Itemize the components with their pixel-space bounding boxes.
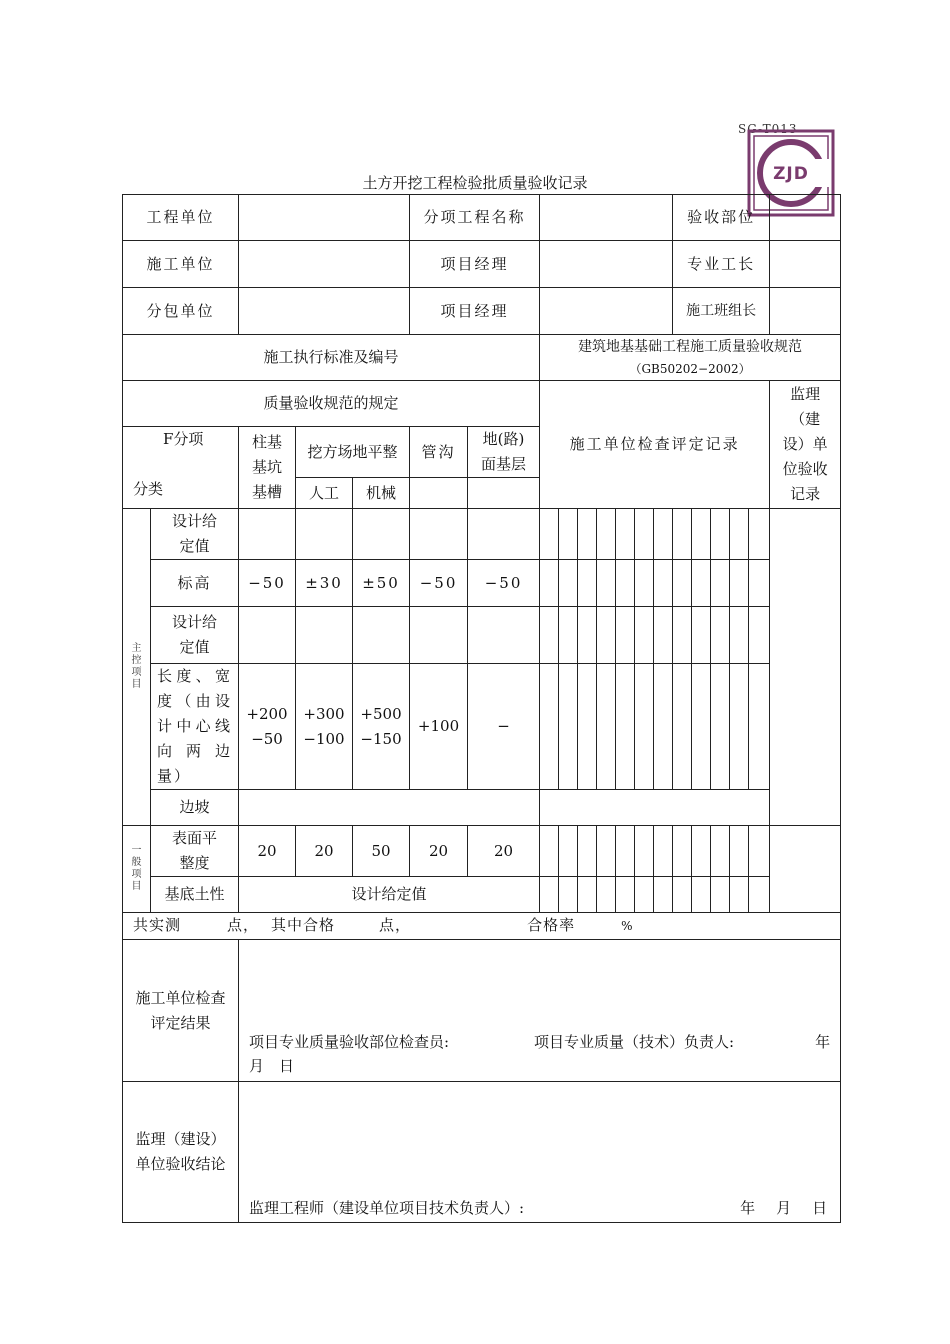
check-cell[interactable] [749,607,770,664]
group-label-main: 主控项目 [123,509,151,826]
check-cell[interactable] [673,607,692,664]
length-width-value: +300 −100 [296,664,353,790]
check-cell[interactable] [616,607,635,664]
check-cell[interactable] [597,664,616,790]
check-cell[interactable] [578,509,597,560]
length-width-value: +100 [410,664,468,790]
check-cell[interactable] [654,509,673,560]
summary-percent: % [621,919,634,933]
check-cell[interactable] [730,664,749,790]
label-project-manager-2: 项目经理 [410,288,540,335]
check-cell[interactable] [597,826,616,877]
month-day-label: 月 日 [249,1057,295,1075]
group-label-general: 一般项目 [123,826,151,913]
sub-item-category-cell [123,427,239,509]
label-length-width: 长度、宽度（由设计中心线向两边量） [151,664,239,790]
flatness-value: 20 [468,826,540,877]
check-cell[interactable] [673,664,692,790]
design-value-cell[interactable] [353,607,410,664]
check-cell[interactable] [597,509,616,560]
check-cell[interactable] [692,560,711,607]
summary-measured: 共实测 [133,916,182,934]
label-elevation: 标高 [151,560,239,607]
elevation-value: ±30 [296,560,353,607]
check-cell[interactable] [559,560,578,607]
label-design-value-2: 设计给定值 [151,607,239,664]
label-supervision-record: 监理（建设）单位验收记录 [770,381,841,509]
check-cell[interactable] [559,607,578,664]
check-cell[interactable] [749,509,770,560]
check-cell[interactable] [578,664,597,790]
check-cell[interactable] [559,826,578,877]
base-soil-value: 设计给定值 [239,877,540,913]
check-cell[interactable] [559,877,578,913]
inspector-label: 项目专业质量验收部位检查员: [249,1033,450,1051]
check-cell[interactable] [616,664,635,790]
label-flatness: 表面平整度 [151,826,239,877]
check-cell[interactable] [616,560,635,607]
check-cell[interactable] [654,607,673,664]
label-rules: 质量验收规范的规定 [123,381,540,427]
team-leader-field[interactable] [770,288,841,335]
flatness-value: 20 [296,826,353,877]
check-cell[interactable] [578,560,597,607]
svg-text:ZJD: ZJD [773,164,809,184]
construction-result-cell[interactable] [239,940,841,1082]
sub-project-name-field[interactable] [540,195,673,241]
supervision-main-cell[interactable] [770,509,841,826]
check-cell[interactable] [673,877,692,913]
check-cell[interactable] [711,607,730,664]
summary-rate: 合格率 [527,916,576,934]
subcontract-unit-field[interactable] [239,288,410,335]
label-construction-unit: 施工单位 [123,241,239,288]
check-cell[interactable] [616,826,635,877]
design-value-cell[interactable] [410,607,468,664]
label-col-manual: 人工 [296,478,353,509]
check-cell[interactable] [616,877,635,913]
label-subcontract-unit: 分包单位 [123,288,239,335]
flatness-value: 20 [239,826,296,877]
check-cell[interactable] [711,826,730,877]
leader-label: 项目专业质量（技术）负责人: [534,1033,735,1051]
design-value-cell[interactable] [239,509,296,560]
check-cell[interactable] [597,560,616,607]
check-cell[interactable] [692,877,711,913]
check-cell[interactable] [597,607,616,664]
check-cell[interactable] [578,826,597,877]
inspection-form-table [122,194,841,1223]
label-acceptance-part: 验收部位 [673,195,770,241]
check-cell[interactable] [711,560,730,607]
summary-points-2: 点， [379,916,412,934]
check-cell[interactable] [635,664,654,790]
check-cell[interactable] [635,826,654,877]
check-cell[interactable] [673,560,692,607]
check-cell[interactable] [654,877,673,913]
check-cell[interactable] [673,509,692,560]
standard-name: 建筑地基基础工程施工质量验收规范 [578,338,803,355]
length-width-value: +500 −150 [353,664,410,790]
design-value-cell[interactable] [239,607,296,664]
length-width-value: − [468,664,540,790]
design-value-cell[interactable] [296,607,353,664]
check-cell[interactable] [673,826,692,877]
page-title: 土方开挖工程检验批质量验收记录 [362,174,588,192]
check-cell[interactable] [749,560,770,607]
label-specialty-foreman: 专业工长 [673,241,770,288]
label-sub-item: F分项 [163,430,204,448]
project-unit-field[interactable] [239,195,410,241]
label-category: 分类 [133,480,164,498]
design-value-cell[interactable] [353,509,410,560]
check-cell[interactable] [730,607,749,664]
label-base-soil: 基底土性 [151,877,239,913]
design-value-cell[interactable] [468,509,540,560]
check-cell[interactable] [578,877,597,913]
flatness-value: 20 [410,826,468,877]
check-cell[interactable] [559,509,578,560]
check-cell[interactable] [711,877,730,913]
summary-points-1: 点， [227,916,260,934]
slope-check-cell[interactable] [540,790,770,826]
project-manager-1-field[interactable] [540,241,673,288]
check-cell[interactable] [616,509,635,560]
check-cell[interactable] [635,607,654,664]
elevation-value: −50 [239,560,296,607]
design-value-cell[interactable] [296,509,353,560]
project-manager-2-field[interactable] [540,288,673,335]
check-cell[interactable] [654,664,673,790]
check-cell[interactable] [540,826,559,877]
check-cell[interactable] [692,607,711,664]
check-cell[interactable] [559,664,578,790]
check-cell[interactable] [730,509,749,560]
check-cell[interactable] [730,877,749,913]
label-standard: 施工执行标准及编号 [123,335,540,381]
check-cell[interactable] [749,664,770,790]
check-cell[interactable] [692,509,711,560]
label-construction-result: 施工单位检查评定结果 [123,940,239,1082]
label-sub-project-name: 分项工程名称 [410,195,540,241]
label-col-machine: 机械 [353,478,410,509]
check-cell[interactable] [692,826,711,877]
specialty-foreman-field[interactable] [770,241,841,288]
check-cell[interactable] [597,877,616,913]
label-project-manager-1: 项目经理 [410,241,540,288]
standard-code: （GB50202−2002） [629,361,751,376]
elevation-value: −50 [410,560,468,607]
check-cell[interactable] [635,509,654,560]
check-cell[interactable] [692,664,711,790]
slope-value-cell[interactable] [239,790,540,826]
design-value-cell[interactable] [410,509,468,560]
label-col-pit: 柱基基坑基槽 [239,427,296,509]
standard-value [540,335,841,381]
supervision-result-cell[interactable] [239,1082,841,1223]
check-cell[interactable] [654,826,673,877]
label-project-unit: 工程单位 [123,195,239,241]
check-cell[interactable] [540,877,559,913]
check-cell[interactable] [540,509,559,560]
summary-row [123,913,841,940]
check-cell[interactable] [711,509,730,560]
elevation-value: −50 [468,560,540,607]
elevation-value: ±50 [353,560,410,607]
flatness-value: 50 [353,826,410,877]
construction-unit-field[interactable] [239,241,410,288]
label-slope: 边坡 [151,790,239,826]
design-value-cell[interactable] [468,607,540,664]
check-cell[interactable] [730,826,749,877]
label-team-leader: 施工班组长 [673,288,770,335]
check-cell[interactable] [654,560,673,607]
year-label: 年 [815,1033,831,1051]
acceptance-part-field[interactable] [770,195,841,241]
document-code: SG-T013 [738,122,798,136]
length-width-value: +200 −50 [239,664,296,790]
check-cell[interactable] [749,877,770,913]
date-label: 年 月 日 [740,1199,831,1217]
check-cell[interactable] [540,607,559,664]
check-cell[interactable] [711,664,730,790]
check-cell[interactable] [635,560,654,607]
check-cell[interactable] [635,877,654,913]
label-col-road: 地(路)面基层 [468,427,540,478]
label-check-record: 施工单位检查评定记录 [540,381,770,509]
check-cell[interactable] [578,607,597,664]
supervision-general-cell[interactable] [770,826,841,913]
label-supervision-result: 监理（建设）单位验收结论 [123,1082,239,1223]
check-cell[interactable] [540,664,559,790]
label-col-pipe: 管沟 [410,427,468,478]
summary-qualified: 其中合格 [271,916,336,934]
engineer-label: 监理工程师（建设单位项目技术负责人）: [249,1199,525,1217]
check-cell[interactable] [540,560,559,607]
check-cell[interactable] [749,826,770,877]
check-cell[interactable] [730,560,749,607]
label-design-value-1: 设计给定值 [151,509,239,560]
label-col-site: 挖方场地平整 [296,427,410,478]
